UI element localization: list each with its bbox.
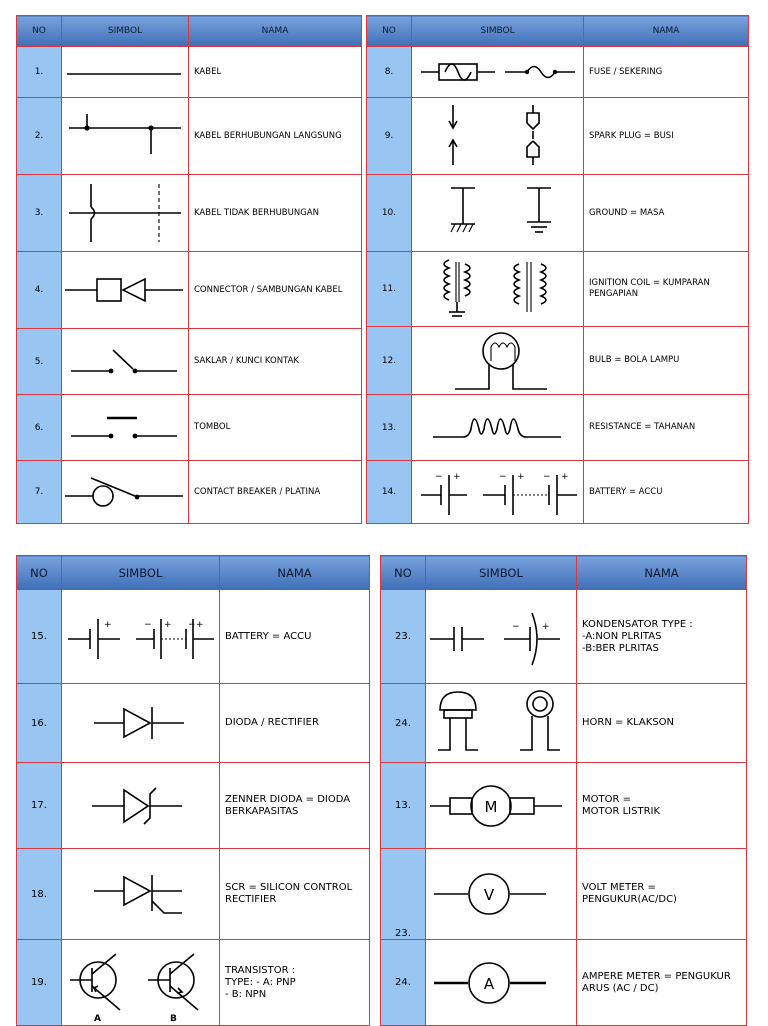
cable-symbol [62,47,189,98]
table-header [17,16,362,47]
fuse-icon [415,57,581,87]
fuse-symbol [412,47,584,98]
row-number: 5. [17,329,62,395]
row-number: 2. [17,98,62,175]
row-number: 8. [367,47,412,98]
symbol-name: CONNECTOR / SAMBUNGAN KABEL [189,252,362,329]
table-row [381,849,747,940]
table-row [367,395,749,461]
table-row [17,395,362,461]
plus-sign: + [452,472,461,482]
row-number: 13. [381,763,426,849]
header-simbol: SIMBOL [412,16,584,47]
bulb-icon [415,329,581,393]
type-a-label: A [93,1013,101,1024]
row-number: 12. [367,327,412,395]
table-row [381,940,747,1026]
ground-icon [415,182,581,244]
table-header [17,556,370,590]
contact-breaker-symbol [62,461,189,524]
table-row [17,940,370,1026]
battery-symbol [412,461,584,524]
unconnected-cable-icon [65,180,185,246]
table-row [367,175,749,252]
diode-symbol [62,684,220,763]
table-row [17,252,362,329]
minus-sign: − [187,619,196,630]
resistance-symbol [412,395,584,461]
row-number: 24. [381,684,426,763]
ignition-coil-icon [415,254,581,324]
row-number: 14. [367,461,412,524]
row-number: 4. [17,252,62,329]
ground-symbol [412,175,584,252]
plus-sign: + [103,619,112,630]
horn-symbol [426,684,577,763]
symbol-name: BATTERY = ACCU [584,461,749,524]
table-header [367,16,749,47]
ampere-meter-icon [428,958,574,1008]
symbol-name: SCR = SILICON CONTROL RECTIFIER [220,849,370,940]
symbol-name: MOTOR = MOTOR LISTRIK [577,763,747,849]
spark-plug-icon [415,103,581,169]
symbol-name: KABEL BERHUBUNGAN LANGSUNG [189,98,362,175]
volt-meter-icon [428,869,574,919]
row-number: 9. [367,98,412,175]
plus-sign: + [560,472,569,482]
minus-sign: − [512,621,520,632]
table-row [381,763,747,849]
connected-cable-symbol [62,98,189,175]
unconnected-cable-symbol [62,175,189,252]
symbol-name: TRANSISTOR : TYPE: - A: PNP - B: NPN [220,940,370,1026]
switch-symbol [62,329,189,395]
battery-icon [64,609,218,665]
header-no: NO [17,16,62,47]
symbol-name: SPARK PLUG = BUSI [584,98,749,175]
row-number: 6. [17,395,62,461]
scr-symbol [62,849,220,940]
cable-icon [65,57,185,87]
diode-icon [64,701,218,745]
symbol-name: DIODA / RECTIFIER [220,684,370,763]
header-no: NO [367,16,412,47]
plus-sign: + [516,472,525,482]
switch-icon [65,345,185,379]
table-row [17,684,370,763]
symbol-name: KABEL TIDAK BERHUBUNGAN [189,175,362,252]
header-nama: NAMA [189,16,362,47]
plus-sign: + [195,619,204,630]
connector-symbol [62,252,189,329]
plus-sign: + [163,619,172,630]
row-number: 15. [17,590,62,684]
bulb-symbol [412,327,584,395]
zener-diode-icon [64,784,218,828]
symbol-table-1 [16,15,362,524]
motor-letter: M [484,797,498,816]
symbol-name: SAKLAR / KUNCI KONTAK [189,329,362,395]
table-row [17,329,362,395]
table-row [17,47,362,98]
contact-breaker-icon [63,472,187,512]
row-number: 1. [17,47,62,98]
row-number: 17. [17,763,62,849]
header-no: NO [17,556,62,590]
minus-sign: − [542,472,551,482]
symbol-name: RESISTANCE = TAHANAN [584,395,749,461]
table-row [381,590,747,684]
table-row [17,98,362,175]
symbol-name: BATTERY = ACCU [220,590,370,684]
header-no: NO [381,556,426,590]
row-number: 23. [381,590,426,684]
symbol-name: IGNITION COIL = KUMPARAN PENGAPIAN [584,252,749,327]
table-row [17,849,370,940]
motor-symbol [426,763,577,849]
battery-icon [415,467,581,517]
scr-icon [64,869,218,919]
symbol-name: GROUND = MASA [584,175,749,252]
symbol-name: CONTACT BREAKER / PLATINA [189,461,362,524]
table-row [17,175,362,252]
symbol-table-2 [366,15,749,524]
minus-sign: − [143,619,152,630]
table-row [367,252,749,327]
table-row [17,763,370,849]
table-row [17,590,370,684]
ignition-coil-symbol [412,252,584,327]
row-number: 16. [17,684,62,763]
table-row [17,461,362,524]
row-number: 19. [17,940,62,1026]
symbol-name: KONDENSATOR TYPE : -A:NON PLRITAS -B:BER PLRITAS [577,590,747,684]
header-simbol: SIMBOL [426,556,577,590]
resistance-icon [415,403,581,453]
capacitor-icon [428,607,574,667]
header-nama: NAMA [220,556,370,590]
row-number: 18. [17,849,62,940]
header-simbol: SIMBOL [62,16,189,47]
row-number: 23. [381,849,426,940]
symbol-name: VOLT METER = PENGUKUR(AC/DC) [577,849,747,940]
minus-sign: − [498,472,507,482]
symbol-name: AMPERE METER = PENGUKUR ARUS (AC / DC) [577,940,747,1026]
header-nama: NAMA [577,556,747,590]
table-row [367,327,749,395]
table-row [367,98,749,175]
horn-icon [428,688,574,758]
symbol-table-3 [16,555,370,1026]
table-header [381,556,747,590]
push-button-symbol [62,395,189,461]
minus-sign: − [434,472,443,482]
transistor-icon [64,942,218,1024]
row-number: 24. [381,940,426,1026]
header-nama: NAMA [584,16,749,47]
connected-cable-icon [65,106,185,166]
symbol-name: ZENNER DIODA = DIODA BERKAPASITAS [220,763,370,849]
symbol-name: KABEL [189,47,362,98]
table-row [381,684,747,763]
ampere-letter: A [483,974,495,993]
transistor-symbol [62,940,220,1026]
ampere-meter-symbol [426,940,577,1026]
plus-sign: + [542,621,550,632]
battery-symbol [62,590,220,684]
connector-icon [63,270,187,310]
table-row [367,47,749,98]
table-row [367,461,749,524]
symbol-name: HORN = KLAKSON [577,684,747,763]
symbol-name: FUSE / SEKERING [584,47,749,98]
capacitor-symbol [426,590,577,684]
volt-meter-symbol [426,849,577,940]
symbol-name: BULB = BOLA LAMPU [584,327,749,395]
volt-letter: V [483,886,495,904]
spark-plug-symbol [412,98,584,175]
type-b-label: B [169,1013,177,1024]
row-number: 3. [17,175,62,252]
row-number: 13. [367,395,412,461]
symbol-name: TOMBOL [189,395,362,461]
zener-diode-symbol [62,763,220,849]
symbol-table-4 [380,555,747,1026]
row-number: 7. [17,461,62,524]
row-number: 11. [367,252,412,327]
row-number: 10. [367,175,412,252]
header-simbol: SIMBOL [62,556,220,590]
motor-icon [428,781,574,831]
push-button-icon [65,410,185,446]
